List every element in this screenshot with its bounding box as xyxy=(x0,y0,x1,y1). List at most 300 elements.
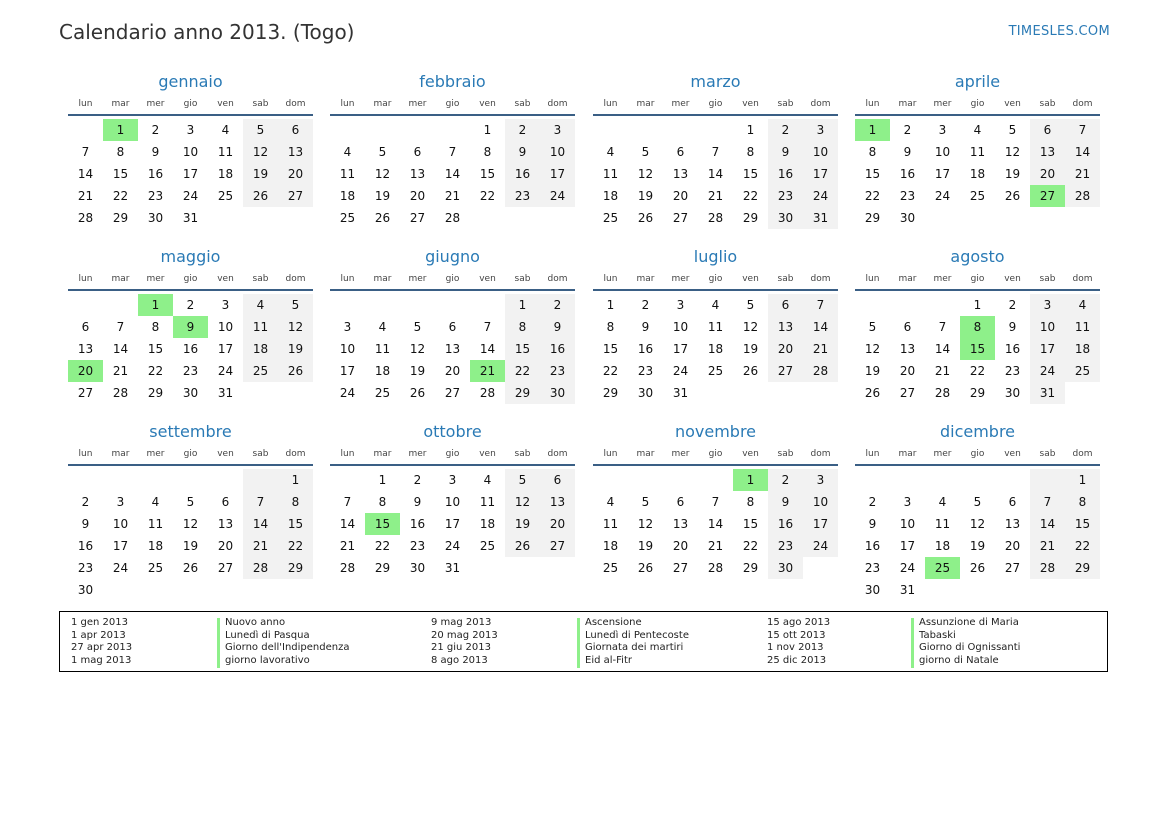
weekday-header xyxy=(855,269,1100,289)
day-cell: 5 xyxy=(746,298,755,312)
empty-day xyxy=(68,469,103,491)
weekday-label: dom xyxy=(1072,99,1093,109)
weekday-label: mer xyxy=(671,99,690,109)
day-cell: 17 xyxy=(803,513,838,535)
day-cell: 6 xyxy=(1030,119,1065,141)
day-cell: 4 xyxy=(378,320,387,334)
day-cell: 26 xyxy=(182,561,199,575)
day-cell: 12 xyxy=(637,517,654,531)
day-cell: 3 xyxy=(1030,294,1065,316)
day-cell: 16 xyxy=(505,163,540,185)
empty-day xyxy=(470,294,505,316)
header-rule xyxy=(330,114,575,116)
day-cell: 2 xyxy=(81,495,90,509)
day-cell: 30 xyxy=(540,382,575,404)
day-cell: 6 xyxy=(448,320,457,334)
weekday-label: mar xyxy=(373,99,392,109)
empty-day xyxy=(593,119,628,141)
day-cell: 3 xyxy=(221,298,230,312)
day-cell: 17 xyxy=(672,342,689,356)
weekday-label: mar xyxy=(898,449,917,459)
week-row xyxy=(330,185,575,207)
empty-day xyxy=(540,557,575,579)
day-cell: 9 xyxy=(540,316,575,338)
day-cell: 7 xyxy=(343,495,352,509)
empty-day xyxy=(138,469,173,491)
weekday-label: lun xyxy=(865,274,880,284)
weekday-label: ven xyxy=(1004,449,1021,459)
day-cell: 14 xyxy=(803,316,838,338)
legend-name: giorno di Natale xyxy=(919,654,999,666)
legend-date: 15 ago 2013 xyxy=(767,617,831,628)
legend-name: Ascensione xyxy=(585,617,642,628)
day-cell: 24 xyxy=(899,561,916,575)
day-cell: 8 xyxy=(1065,491,1100,513)
week-row xyxy=(855,185,1100,207)
day-cell: 26 xyxy=(742,364,759,378)
day-cell: 11 xyxy=(707,320,724,334)
day-cell: 27 xyxy=(77,386,94,400)
day-cell: 20 xyxy=(540,513,575,535)
day-cell: 4 xyxy=(221,123,230,137)
weekday-header xyxy=(330,269,575,289)
weekday-label: mer xyxy=(146,99,165,109)
day-cell: 28 xyxy=(339,561,356,575)
header-rule xyxy=(855,464,1100,466)
day-cell: 27 xyxy=(899,386,916,400)
week-row xyxy=(330,360,575,382)
day-cell: 19 xyxy=(182,539,199,553)
day-cell: 5 xyxy=(278,294,313,316)
empty-day xyxy=(470,557,505,579)
week-row xyxy=(593,491,838,513)
weekday-label: ven xyxy=(742,99,759,109)
day-cell: 28 xyxy=(803,360,838,382)
weekday-header xyxy=(330,94,575,114)
day-cell: 20 xyxy=(444,364,461,378)
week-row xyxy=(593,382,838,404)
weekday-label: mar xyxy=(373,274,392,284)
day-cell: 25 xyxy=(217,189,234,203)
weekday-label: ven xyxy=(1004,274,1021,284)
day-cell: 5 xyxy=(973,495,982,509)
week-row xyxy=(68,469,313,491)
day-cell: 3 xyxy=(448,473,457,487)
month-name: gennaio xyxy=(158,72,223,91)
day-cell: 31 xyxy=(672,386,689,400)
week-row xyxy=(68,535,313,557)
day-cell: 22 xyxy=(278,535,313,557)
day-cell: 16 xyxy=(147,167,164,181)
legend-bar xyxy=(911,618,914,668)
month-name: aprile xyxy=(954,72,1001,91)
day-cell: 28 xyxy=(934,386,951,400)
holiday-day-cell: 1 xyxy=(855,119,890,141)
day-cell: 18 xyxy=(602,189,619,203)
weekday-label: sab xyxy=(777,99,794,109)
empty-day xyxy=(803,557,838,579)
day-cell: 8 xyxy=(483,145,492,159)
day-cell: 8 xyxy=(151,320,160,334)
header-rule xyxy=(593,114,838,116)
legend-name: Giornata dei martiri xyxy=(585,642,684,654)
empty-day xyxy=(698,469,733,491)
day-cell: 17 xyxy=(444,517,461,531)
weekday-header xyxy=(68,444,313,464)
week-row xyxy=(855,535,1100,557)
empty-day xyxy=(365,294,400,316)
legend-name: Tabaski xyxy=(919,629,956,641)
day-cell: 21 xyxy=(707,539,724,553)
weekday-label: mer xyxy=(933,99,952,109)
weekday-label: mar xyxy=(111,449,130,459)
day-cell: 1 xyxy=(483,123,492,137)
day-cell: 12 xyxy=(505,491,540,513)
weekday-label: ven xyxy=(1004,99,1021,109)
day-cell: 21 xyxy=(243,535,278,557)
day-cell: 17 xyxy=(339,364,356,378)
legend-date: 8 ago 2013 xyxy=(431,654,488,666)
day-cell: 13 xyxy=(1030,141,1065,163)
empty-day xyxy=(505,207,540,229)
month-name: ottobre xyxy=(423,422,482,441)
week-row xyxy=(855,316,1100,338)
day-cell: 3 xyxy=(676,298,685,312)
weekday-label: lun xyxy=(78,449,93,459)
weekday-label: ven xyxy=(742,449,759,459)
day-cell: 13 xyxy=(409,167,426,181)
day-cell: 7 xyxy=(448,145,457,159)
day-cell: 4 xyxy=(973,123,982,137)
day-cell: 6 xyxy=(1008,495,1017,509)
month-agosto xyxy=(855,245,1100,404)
empty-day xyxy=(628,119,663,141)
day-cell: 17 xyxy=(182,167,199,181)
day-cell: 25 xyxy=(602,211,619,225)
day-cell: 3 xyxy=(903,495,912,509)
day-cell: 27 xyxy=(444,386,461,400)
month-dicembre xyxy=(855,420,1100,601)
day-cell: 23 xyxy=(182,364,199,378)
holiday-day-cell: 9 xyxy=(173,316,208,338)
legend-name: Lunedì di Pasqua xyxy=(225,629,310,641)
week-row xyxy=(593,294,838,316)
month-name: agosto xyxy=(950,247,1005,266)
week-row xyxy=(330,513,575,535)
day-cell: 20 xyxy=(217,539,234,553)
legend-name: Giorno dell'Indipendenza xyxy=(225,642,350,654)
weekday-label: gio xyxy=(445,274,460,284)
holiday-day-cell: 1 xyxy=(138,294,173,316)
weekday-label: gio xyxy=(970,274,985,284)
day-cell: 31 xyxy=(899,583,916,597)
day-cell: 2 xyxy=(768,469,803,491)
day-cell: 24 xyxy=(803,185,838,207)
day-cell: 22 xyxy=(742,189,759,203)
day-cell: 11 xyxy=(602,167,619,181)
day-cell: 8 xyxy=(868,145,877,159)
day-cell: 19 xyxy=(1004,167,1021,181)
week-row xyxy=(68,119,313,141)
month-ottobre xyxy=(330,420,575,579)
empty-day xyxy=(243,469,278,491)
week-row xyxy=(855,294,1100,316)
day-cell: 2 xyxy=(540,294,575,316)
week-row xyxy=(855,338,1100,360)
day-cell: 26 xyxy=(637,561,654,575)
week-row xyxy=(68,513,313,535)
day-cell: 17 xyxy=(899,539,916,553)
month-luglio xyxy=(593,245,838,404)
week-row xyxy=(68,338,313,360)
week-row xyxy=(330,163,575,185)
weekday-label: dom xyxy=(547,274,568,284)
empty-day xyxy=(68,294,103,316)
month-marzo xyxy=(593,70,838,229)
empty-day xyxy=(435,119,470,141)
legend-date: 1 nov 2013 xyxy=(767,642,824,654)
day-cell: 20 xyxy=(1004,539,1021,553)
empty-day xyxy=(470,207,505,229)
day-cell: 7 xyxy=(938,320,947,334)
day-cell: 11 xyxy=(339,167,356,181)
day-cell: 6 xyxy=(903,320,912,334)
empty-day xyxy=(855,294,890,316)
day-cell: 1 xyxy=(278,469,313,491)
legend-name: Nuovo anno xyxy=(225,617,286,628)
day-cell: 13 xyxy=(540,491,575,513)
week-row xyxy=(330,382,575,404)
day-cell: 29 xyxy=(374,561,391,575)
day-cell: 27 xyxy=(1004,561,1021,575)
day-cell: 29 xyxy=(969,386,986,400)
empty-day xyxy=(208,579,243,601)
day-cell: 12 xyxy=(374,167,391,181)
week-row xyxy=(68,557,313,579)
day-cell: 11 xyxy=(147,517,164,531)
day-cell: 20 xyxy=(672,539,689,553)
week-row xyxy=(68,294,313,316)
day-cell: 18 xyxy=(969,167,986,181)
day-cell: 7 xyxy=(711,495,720,509)
day-cell: 6 xyxy=(81,320,90,334)
week-row xyxy=(330,557,575,579)
week-row xyxy=(855,491,1100,513)
weekday-label: gio xyxy=(183,274,198,284)
empty-day xyxy=(925,207,960,229)
month-name: giugno xyxy=(425,247,480,266)
day-cell: 4 xyxy=(151,495,160,509)
week-row xyxy=(855,207,1100,229)
day-cell: 14 xyxy=(934,342,951,356)
day-cell: 15 xyxy=(112,167,129,181)
day-cell: 6 xyxy=(676,495,685,509)
weekday-label: gio xyxy=(970,99,985,109)
day-cell: 26 xyxy=(374,211,391,225)
empty-day xyxy=(803,382,838,404)
day-cell: 19 xyxy=(637,539,654,553)
day-cell: 14 xyxy=(243,513,278,535)
day-cell: 1 xyxy=(746,123,755,137)
weekday-label: lun xyxy=(603,99,618,109)
day-cell: 9 xyxy=(151,145,160,159)
day-cell: 15 xyxy=(602,342,619,356)
weekday-header xyxy=(330,444,575,464)
day-cell: 7 xyxy=(483,320,492,334)
day-cell: 3 xyxy=(343,320,352,334)
day-cell: 19 xyxy=(243,163,278,185)
weekday-header xyxy=(593,94,838,114)
weekday-label: lun xyxy=(865,99,880,109)
day-cell: 30 xyxy=(768,207,803,229)
day-cell: 25 xyxy=(1065,360,1100,382)
day-cell: 14 xyxy=(444,167,461,181)
day-cell: 24 xyxy=(444,539,461,553)
week-row xyxy=(855,469,1100,491)
weekday-label: ven xyxy=(479,449,496,459)
day-cell: 5 xyxy=(641,145,650,159)
weekday-label: lun xyxy=(340,449,355,459)
month-name: febbraio xyxy=(419,72,486,91)
weekday-label: sab xyxy=(514,274,531,284)
day-cell: 11 xyxy=(1065,316,1100,338)
day-cell: 10 xyxy=(803,141,838,163)
weekday-label: lun xyxy=(865,449,880,459)
legend-bar xyxy=(217,618,220,668)
day-cell: 8 xyxy=(278,491,313,513)
day-cell: 15 xyxy=(864,167,881,181)
day-cell: 23 xyxy=(864,561,881,575)
day-cell: 12 xyxy=(243,141,278,163)
day-cell: 18 xyxy=(934,539,951,553)
weekday-label: mar xyxy=(898,99,917,109)
holiday-legend xyxy=(59,611,1108,672)
legend-date: 15 ott 2013 xyxy=(767,629,826,641)
day-cell: 27 xyxy=(278,185,313,207)
empty-day xyxy=(995,469,1030,491)
weekday-header xyxy=(593,444,838,464)
day-cell: 27 xyxy=(217,561,234,575)
header-rule xyxy=(855,114,1100,116)
empty-day xyxy=(243,579,278,601)
empty-day xyxy=(960,579,995,601)
legend-dates-2 xyxy=(431,617,498,667)
day-cell: 12 xyxy=(278,316,313,338)
month-gennaio xyxy=(68,70,313,229)
empty-day xyxy=(103,579,138,601)
month-febbraio xyxy=(330,70,575,229)
empty-day xyxy=(505,557,540,579)
day-cell: 5 xyxy=(1008,123,1017,137)
weekday-label: mer xyxy=(408,449,427,459)
month-name: dicembre xyxy=(939,422,1016,441)
day-cell: 22 xyxy=(742,539,759,553)
day-cell: 22 xyxy=(864,189,881,203)
day-cell: 2 xyxy=(413,473,422,487)
day-cell: 21 xyxy=(444,189,461,203)
day-cell: 4 xyxy=(711,298,720,312)
weekday-label: mer xyxy=(408,274,427,284)
weekday-label: gio xyxy=(708,449,723,459)
weekday-label: sab xyxy=(1039,99,1056,109)
empty-day xyxy=(1030,207,1065,229)
header-rule xyxy=(593,289,838,291)
day-cell: 6 xyxy=(413,145,422,159)
empty-day xyxy=(663,119,698,141)
day-cell: 5 xyxy=(186,495,195,509)
week-row xyxy=(68,360,313,382)
weekday-label: ven xyxy=(217,449,234,459)
day-cell: 10 xyxy=(934,145,951,159)
weekday-label: gio xyxy=(183,449,198,459)
day-cell: 13 xyxy=(278,141,313,163)
day-cell: 17 xyxy=(1030,338,1065,360)
empty-day xyxy=(243,382,278,404)
empty-day xyxy=(1030,579,1065,601)
week-row xyxy=(68,207,313,229)
site-link[interactable]: TIMESLES.COM xyxy=(1008,24,1110,39)
weekday-label: sab xyxy=(514,99,531,109)
day-cell: 25 xyxy=(602,561,619,575)
day-cell: 9 xyxy=(505,141,540,163)
day-cell: 14 xyxy=(1065,141,1100,163)
day-cell: 1 xyxy=(378,473,387,487)
day-cell: 2 xyxy=(641,298,650,312)
day-cell: 28 xyxy=(707,561,724,575)
day-cell: 28 xyxy=(112,386,129,400)
day-cell: 13 xyxy=(77,342,94,356)
day-cell: 30 xyxy=(182,386,199,400)
day-cell: 14 xyxy=(339,517,356,531)
day-cell: 16 xyxy=(77,539,94,553)
weekday-label: sab xyxy=(777,274,794,284)
weekday-label: ven xyxy=(479,99,496,109)
day-cell: 4 xyxy=(938,495,947,509)
weekday-label: ven xyxy=(742,274,759,284)
day-cell: 29 xyxy=(112,211,129,225)
day-cell: 9 xyxy=(903,145,912,159)
day-cell: 14 xyxy=(77,167,94,181)
day-cell: 2 xyxy=(151,123,160,137)
day-cell: 27 xyxy=(672,561,689,575)
holiday-day-cell: 25 xyxy=(925,557,960,579)
day-cell: 25 xyxy=(707,364,724,378)
day-cell: 9 xyxy=(868,517,877,531)
day-cell: 22 xyxy=(112,189,129,203)
weekday-header xyxy=(855,94,1100,114)
day-cell: 14 xyxy=(112,342,129,356)
day-cell: 22 xyxy=(505,360,540,382)
day-cell: 4 xyxy=(483,473,492,487)
day-cell: 28 xyxy=(1030,557,1065,579)
day-cell: 1 xyxy=(606,298,615,312)
day-cell: 20 xyxy=(1030,163,1065,185)
day-cell: 28 xyxy=(243,557,278,579)
legend-bar xyxy=(577,618,580,668)
legend-name: Giorno di Ognissanti xyxy=(919,642,1021,654)
day-cell: 28 xyxy=(707,211,724,225)
day-cell: 3 xyxy=(803,119,838,141)
empty-day xyxy=(138,579,173,601)
header-rule xyxy=(68,114,313,116)
week-row xyxy=(855,119,1100,141)
week-row xyxy=(593,316,838,338)
weekday-label: dom xyxy=(547,449,568,459)
day-cell: 27 xyxy=(768,360,803,382)
holiday-day-cell: 27 xyxy=(1030,185,1065,207)
day-cell: 24 xyxy=(112,561,129,575)
day-cell: 23 xyxy=(505,185,540,207)
